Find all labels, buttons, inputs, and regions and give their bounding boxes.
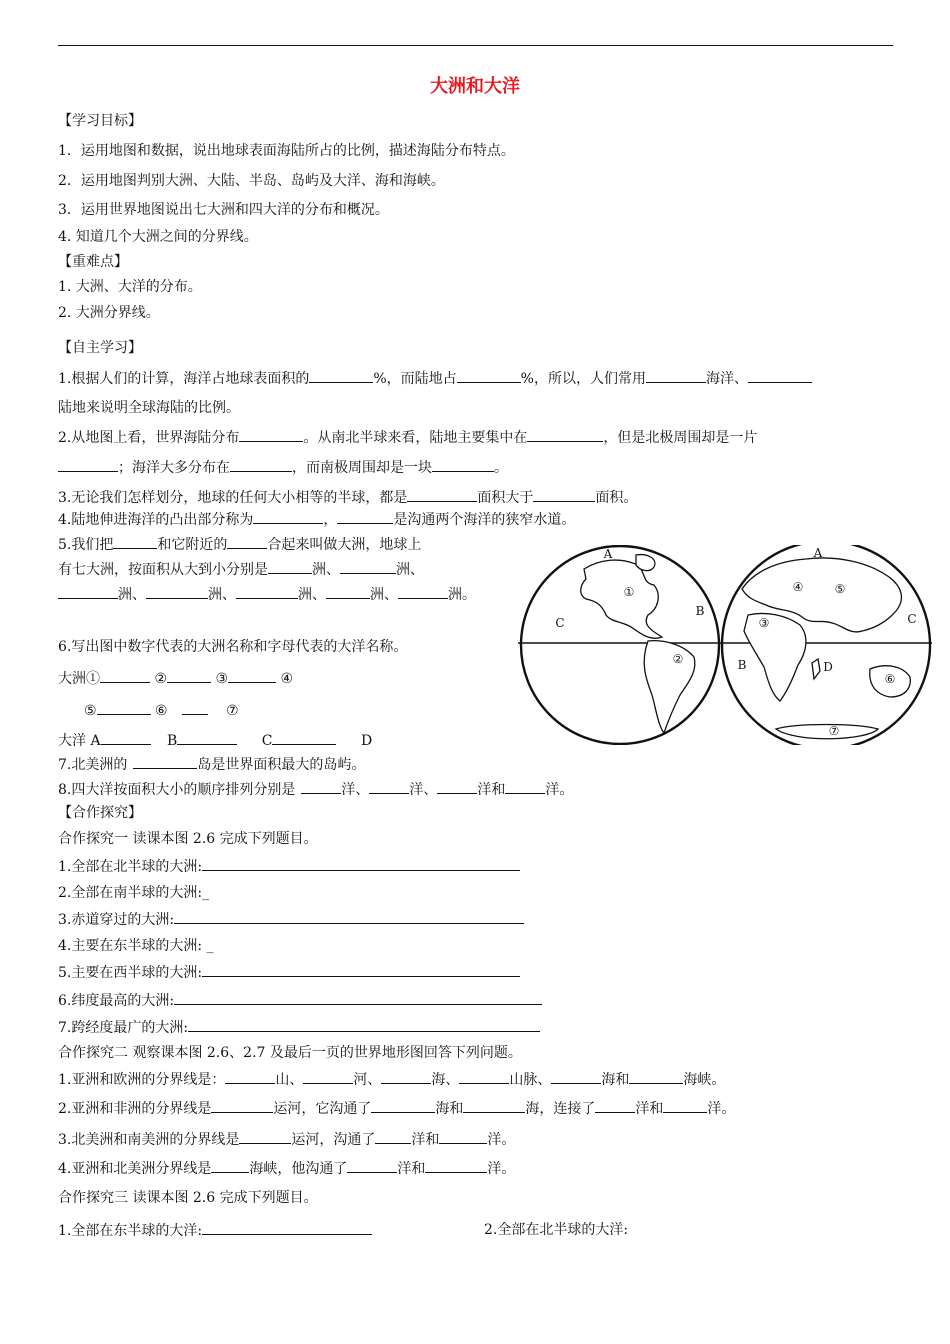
- answer-blank[interactable]: [58, 457, 118, 472]
- answer-blank[interactable]: [211, 1098, 273, 1113]
- answer-blank[interactable]: [253, 509, 323, 524]
- map-label: C: [555, 616, 565, 630]
- coop-one-item: 2.全部在南半球的大洲:_: [58, 885, 210, 901]
- answer-blank[interactable]: [225, 1069, 275, 1084]
- question-8: 8.四大洋按面积大小的顺序排列分别是 洋、 洋、 洋和 洋。: [58, 779, 573, 800]
- answer-blank[interactable]: [425, 1158, 487, 1173]
- goal-item: 1．运用地图和数据，说出地球表面海陆所占的比例，描述海陆分布特点。: [58, 143, 515, 159]
- coop-one-item: 3.赤道穿过的大洲:: [58, 909, 524, 930]
- answer-blank[interactable]: [595, 1098, 635, 1113]
- header-rule: [58, 45, 893, 46]
- answer-blank[interactable]: [227, 534, 267, 549]
- answer-blank[interactable]: [459, 1069, 509, 1084]
- question-5: 5.我们把 和它附近的 合起来叫做大洲，地球上: [58, 534, 421, 555]
- answer-blank[interactable]: [174, 990, 542, 1005]
- coop-one-item: 1.全部在北半球的大洲:: [58, 856, 520, 877]
- map-label: ③: [758, 616, 770, 630]
- goal-item: 2．运用地图判别大洲、大陆、半岛、岛屿及大洋、海和海峡。: [58, 173, 445, 189]
- goals-heading: 【学习目标】: [58, 113, 142, 129]
- answer-blank[interactable]: [239, 427, 303, 442]
- answer-blank[interactable]: [646, 368, 706, 383]
- map-label: ①: [623, 585, 635, 599]
- question-1: 1.根据人们的计算，海洋占地球表面积的 %，而陆地占 %，所以，人们常用 海洋、: [58, 368, 812, 389]
- coop-three-q1: 1.全部在东半球的大洋:: [58, 1220, 372, 1241]
- answer-blank[interactable]: [337, 509, 393, 524]
- question-4: 4.陆地伸进海洋的凸出部分称为 ， 是沟通两个海洋的狭窄水道。: [58, 509, 575, 530]
- answer-blank[interactable]: [663, 1098, 707, 1113]
- answer-blank[interactable]: [301, 779, 341, 794]
- greenland-landmass: [636, 555, 655, 571]
- answer-blank[interactable]: [369, 779, 409, 794]
- map-label: D: [823, 660, 833, 674]
- page-title: 大洲和大洋: [430, 76, 520, 97]
- question-6-row1: 大洲① ② ③ ④: [58, 668, 293, 689]
- key-heading: 【重难点】: [58, 254, 128, 270]
- question-7: 7.北美洲的 岛是世界面积最大的岛屿。: [58, 754, 365, 775]
- map-label: A: [813, 546, 823, 560]
- map-label: ④: [792, 580, 804, 594]
- answer-blank[interactable]: [463, 1098, 525, 1113]
- map-label: A: [603, 547, 613, 561]
- world-hemispheres-map: [516, 545, 934, 745]
- coop-three-title: 合作探究三 读课本图 2.6 完成下列题目。: [58, 1190, 318, 1206]
- answer-blank[interactable]: [375, 1129, 411, 1144]
- map-label: B: [695, 604, 705, 618]
- answer-blank[interactable]: [457, 368, 521, 383]
- goal-item: 4. 知道几个大洲之间的分界线。: [58, 229, 258, 245]
- question-6-row3: 大洋 A B C D: [58, 730, 372, 751]
- map-label: ②: [672, 652, 684, 666]
- self-heading: 【自主学习】: [58, 340, 142, 356]
- answer-blank[interactable]: [309, 368, 373, 383]
- key-item: 1. 大洲、大洋的分布。: [58, 279, 202, 295]
- answer-blank[interactable]: [326, 584, 370, 599]
- answer-blank[interactable]: [407, 487, 477, 502]
- answer-blank[interactable]: [303, 1069, 353, 1084]
- coop-two-q1: 1.亚洲和欧洲的分界线是： 山、 河、 海、 山脉、 海和 海峡。: [58, 1069, 725, 1090]
- map-label: ⑥: [884, 672, 896, 686]
- map-label: ⑦: [828, 724, 840, 738]
- coop-heading: 【合作探究】: [58, 805, 142, 821]
- answer-blank[interactable]: [177, 730, 237, 745]
- answer-blank[interactable]: [505, 779, 545, 794]
- answer-blank[interactable]: [58, 584, 118, 599]
- answer-blank[interactable]: [268, 559, 312, 574]
- answer-blank[interactable]: [437, 779, 477, 794]
- answer-blank[interactable]: [101, 730, 151, 745]
- answer-blank[interactable]: [174, 909, 524, 924]
- map-label: C: [907, 612, 917, 626]
- question-6-row2: ⑤ ⑥ ⑦: [84, 700, 239, 721]
- question-6: 6.写出图中数字代表的大洲名称和字母代表的大洋名称。: [58, 639, 408, 655]
- answer-blank[interactable]: [527, 427, 603, 442]
- madagascar-landmass: [812, 659, 820, 679]
- coop-one-item: 6.纬度最高的大洲:: [58, 990, 542, 1011]
- coop-one-item: 4.主要在东半球的大洲: _: [58, 938, 214, 954]
- question-5-cont: 有七大洲，按面积从大到小分别是 洲、 洲、: [58, 559, 424, 580]
- answer-blank[interactable]: [347, 1158, 397, 1173]
- answer-blank[interactable]: [236, 584, 298, 599]
- answer-blank[interactable]: [211, 1158, 249, 1173]
- coop-three-q2: 2.全部在北半球的大洋:: [484, 1222, 629, 1238]
- antarctica-landmass: [776, 725, 878, 739]
- answer-blank[interactable]: [629, 1069, 683, 1084]
- answer-blank[interactable]: [146, 584, 208, 599]
- answer-blank[interactable]: [398, 584, 448, 599]
- answer-blank[interactable]: [97, 700, 151, 715]
- answer-blank[interactable]: [202, 856, 520, 871]
- answer-blank[interactable]: [202, 1220, 372, 1235]
- coop-two-q4: 4.亚洲和北美洲分界线是 海峡，他沟通了 洋和 洋。: [58, 1158, 515, 1179]
- coop-one-item: 7.跨经度最广的大洲:: [58, 1017, 540, 1038]
- answer-blank[interactable]: [381, 1069, 431, 1084]
- answer-blank[interactable]: [533, 487, 595, 502]
- goal-item: 3．运用世界地图说出七大洲和四大洋的分布和概况。: [58, 202, 389, 218]
- map-label: ⑤: [834, 582, 846, 596]
- answer-blank[interactable]: [188, 1017, 540, 1032]
- answer-blank[interactable]: [748, 368, 812, 383]
- coop-one-title: 合作探究一 读课本图 2.6 完成下列题目。: [58, 831, 318, 847]
- answer-blank[interactable]: [272, 730, 336, 745]
- answer-blank[interactable]: [230, 457, 292, 472]
- answer-blank[interactable]: [432, 457, 494, 472]
- coop-two-q2: 2.亚洲和非洲的分界线是 运河，它沟通了 海和 海，连接了 洋和 洋。: [58, 1098, 735, 1119]
- coop-two-q3: 3.北美洲和南美洲的分界线是 运河，沟通了 洋和 洋。: [58, 1129, 515, 1150]
- answer-blank[interactable]: [182, 700, 208, 715]
- north-america-landmass: [581, 560, 662, 638]
- answer-blank[interactable]: [202, 962, 520, 977]
- coop-one-item: 5.主要在西半球的大洲:: [58, 962, 520, 983]
- africa-landmass: [744, 613, 806, 701]
- answer-blank[interactable]: [239, 1129, 291, 1144]
- answer-blank[interactable]: [167, 668, 211, 683]
- coop-two-title: 合作探究二 观察课本图 2.6、2.7 及最后一页的世界地形图回答下列问题。: [58, 1045, 522, 1061]
- question-3: 3.无论我们怎样划分，地球的任何大小相等的半球，都是 面积大于 面积。: [58, 487, 637, 508]
- question-5-cont2: 洲、 洲、 洲、 洲、 洲。: [58, 584, 476, 605]
- answer-blank[interactable]: [100, 668, 150, 683]
- key-item: 2. 大洲分界线。: [58, 305, 160, 321]
- question-2: 2.从地图上看，世界海陆分布 。从南北半球来看，陆地主要集中在 ，但是北极周围却是一片: [58, 427, 757, 448]
- answer-blank[interactable]: [371, 1098, 435, 1113]
- answer-blank[interactable]: [439, 1129, 487, 1144]
- question-2-cont: ；海洋大多分布在 ，而南极周围却是一块 。: [58, 457, 508, 478]
- answer-blank[interactable]: [551, 1069, 601, 1084]
- answer-blank[interactable]: [113, 534, 157, 549]
- map-label: B: [737, 658, 747, 672]
- answer-blank[interactable]: [340, 559, 396, 574]
- question-1-cont: 陆地来说明全球海陆的比例。: [58, 400, 240, 416]
- answer-blank[interactable]: [228, 668, 276, 683]
- answer-blank[interactable]: [133, 754, 197, 769]
